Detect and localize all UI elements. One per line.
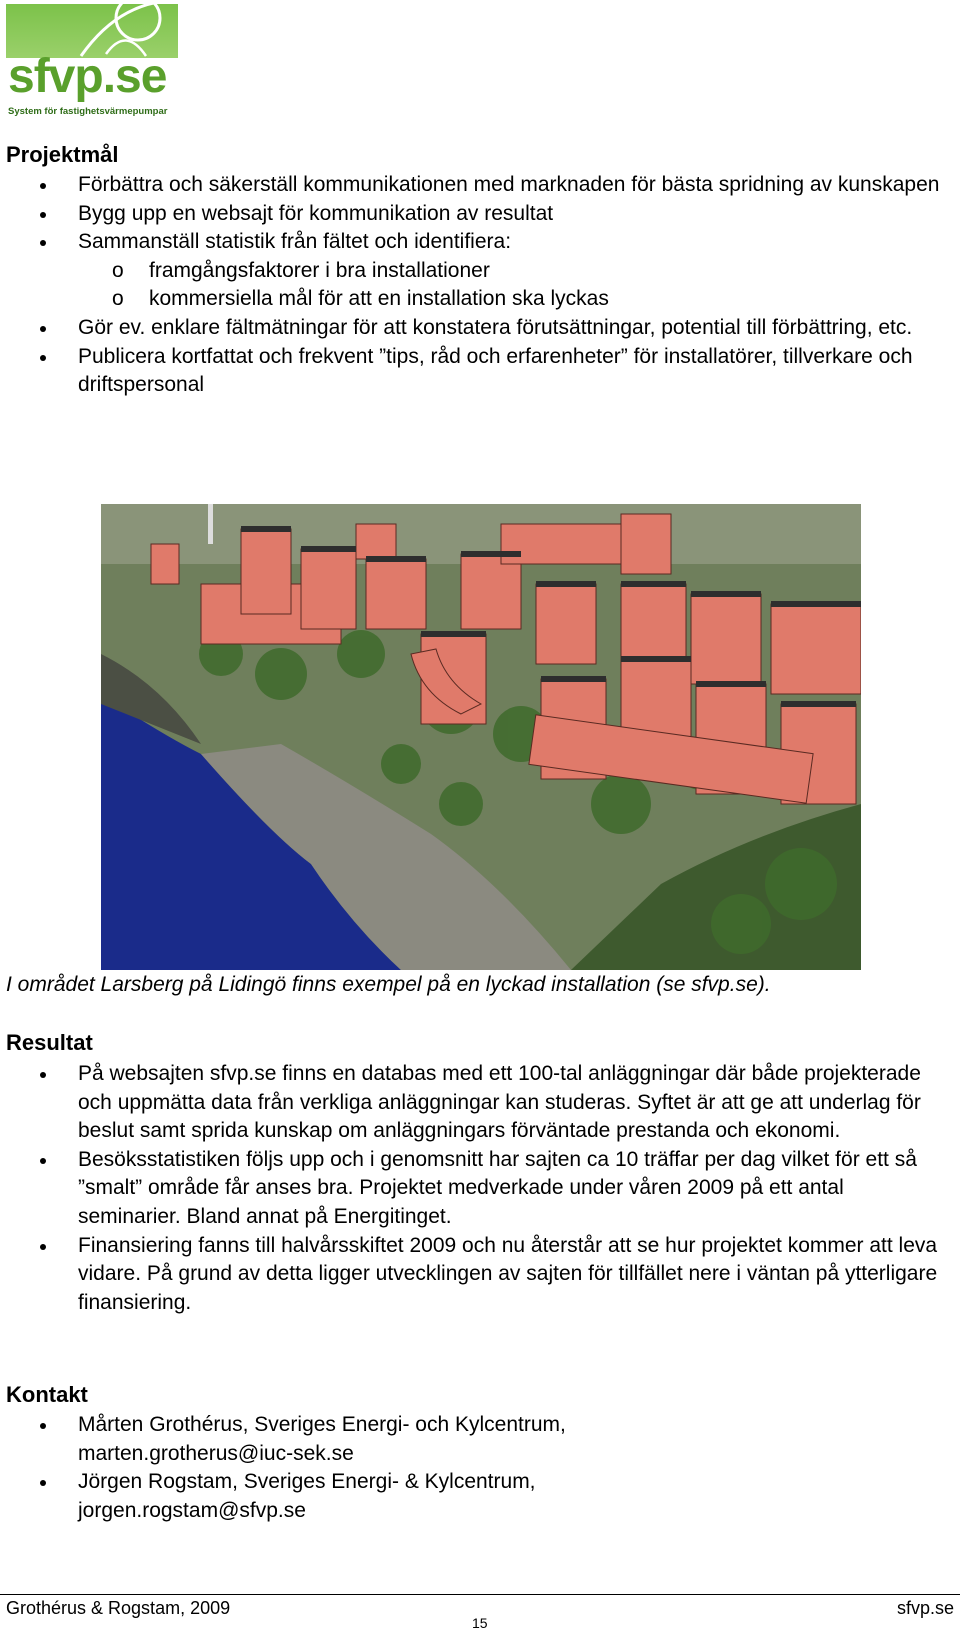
bullet-icon (40, 1158, 46, 1164)
page-number: 15 (472, 1615, 488, 1631)
bullet-icon (40, 326, 46, 332)
list-item: Besöksstatistiken följs upp och i genomsnitt har sajten ca 10 träffar per dag vilket för ett så ”smalt” område får anses bra. Projektet medverkade under våren 2009 på ett antal seminarier. Bland annat på Energitinget. (0, 1146, 940, 1232)
list-item: Publicera kortfattat och frekvent ”tips, råd och erfarenheter” för installatörer, tillverkare och driftspersonal (0, 343, 940, 400)
list-item: Jörgen Rogstam, Sveriges Energi- & Kylcentrum, jorgen.rogstam@sfvp.se (0, 1468, 700, 1525)
bullet-icon (40, 212, 46, 218)
logo-tagline: System för fastighetsvärmepumpar (8, 106, 168, 117)
aerial-photo-image (101, 504, 861, 970)
resultat-list (0, 1060, 940, 1317)
bullet-icon (40, 1244, 46, 1250)
sub-list-item: o framgångsfaktorer i bra installationer (0, 257, 940, 286)
photo-caption: I området Larsberg på Lidingö finns exempel på en lyckad installation (se sfvp.se). (6, 973, 771, 996)
list-item: På websajten sfvp.se finns en databas med ett 100-tal anläggningar där både projekterade och uppmätta data från verkliga anläggningar kan studeras. Syftet är att ge att underlag för beslut samt sprida kunskap om anläggningars förväntade prestanda och ekonomi. (0, 1060, 940, 1146)
list-item: Gör ev. enklare fältmätningar för att konstatera förutsättningar, potential till förbättring, etc. (0, 314, 940, 343)
footer-site: sfvp.se (896, 1598, 954, 1618)
sub-bullet-icon: o (112, 287, 124, 311)
kontakt-heading: Kontakt (6, 1382, 88, 1407)
sfvp-logo (6, 4, 178, 118)
list-item: Mårten Grothérus, Sveriges Energi- och Kylcentrum, marten.grotherus@iuc-sek.se (0, 1411, 700, 1468)
list-item: Förbättra och säkerställ kommunikationen med marknaden för bästa spridning av kunskapen (0, 171, 940, 200)
list-item: Finansiering fanns till halvårsskiftet 2009 och nu återstår att se hur projektet kommer att leva vidare. På grund av detta ligger utvecklingen av sajten för tillfället nere i väntan på ytterligare finansiering. (0, 1232, 940, 1318)
list-item: Sammanställ statistik från fältet och identifiera: (0, 228, 940, 257)
list-item: Bygg upp en websajt för kommunikation av resultat (0, 200, 940, 229)
bullet-icon (40, 355, 46, 361)
resultat-heading: Resultat (6, 1030, 93, 1055)
aerial-photo-larsberg (101, 504, 861, 970)
bullet-icon (40, 1072, 46, 1078)
logo-brand: sfvp.se (8, 50, 167, 103)
bullet-icon (40, 183, 46, 189)
bullet-icon (40, 1480, 46, 1486)
projektmal-heading: Projektmål (6, 142, 119, 167)
bullet-icon (40, 240, 46, 246)
bullet-icon (40, 1423, 46, 1429)
sub-bullet-icon: o (112, 258, 124, 282)
sub-list-item: o kommersiella mål för att en installation ska lyckas (0, 285, 940, 314)
footer-divider (0, 1594, 960, 1595)
footer-authors: Grothérus & Rogstam, 2009 (6, 1598, 231, 1618)
projektmal-list (0, 171, 940, 400)
kontakt-list (0, 1411, 700, 1525)
